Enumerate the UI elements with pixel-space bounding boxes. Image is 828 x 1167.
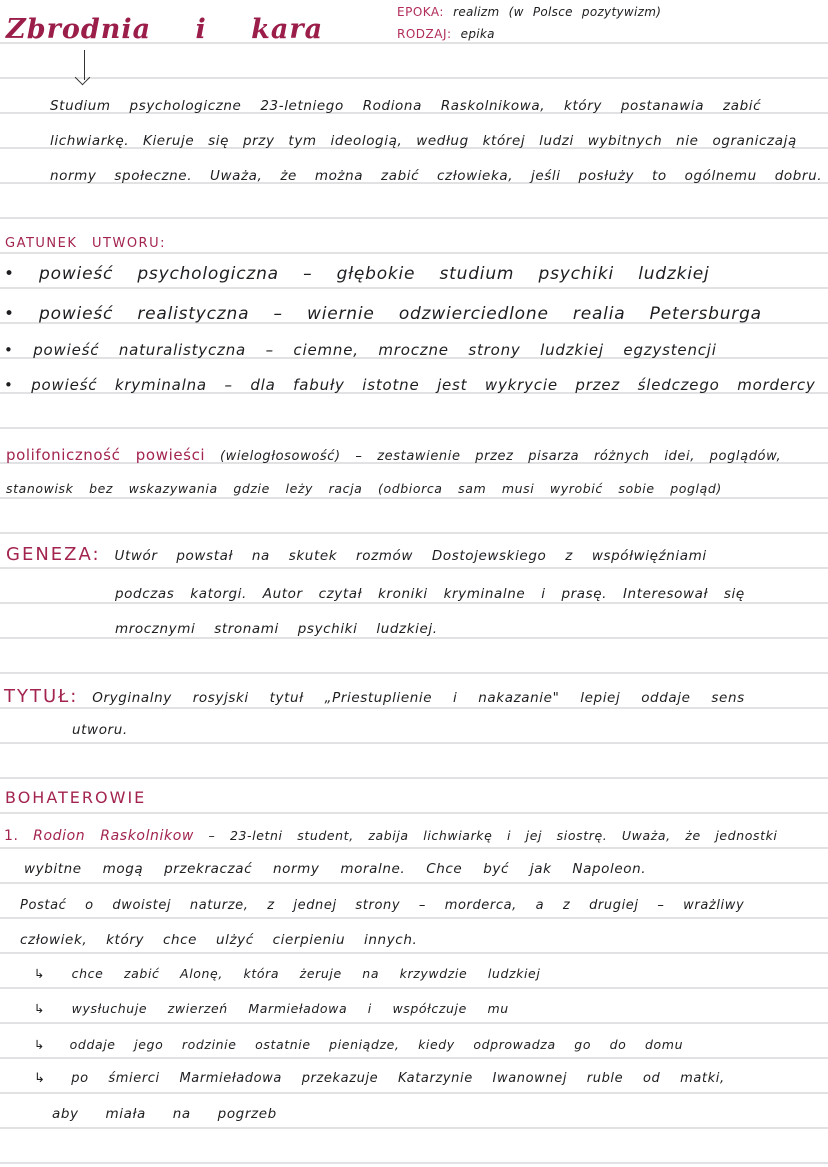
rodzaj-label: RODZAJ: bbox=[397, 27, 452, 41]
arrow-head-icon bbox=[75, 70, 91, 86]
subpoint-text: po śmierci Marmieładowa przekazuje Katarzynie Iwanownej ruble od matki, bbox=[71, 1071, 725, 1086]
character-line-4: człowiek, który chce ulżyć cierpieniu innych. bbox=[20, 932, 418, 948]
intro-line-2: lichwiarkę. Kieruje się przy tym ideologią, według której ludzi wybitnych nie ograniczają bbox=[50, 133, 797, 149]
genre-item bbox=[4, 376, 816, 394]
title-section-heading: TYTUŁ: bbox=[4, 686, 79, 707]
genesis-line-2: podczas katorgi. Autor czytał kroniki kryminalne i prasę. Interesował się bbox=[115, 586, 745, 602]
character-subpoint bbox=[34, 1037, 683, 1052]
epoka-row bbox=[397, 5, 661, 19]
rodzaj-row bbox=[397, 27, 495, 41]
genre-item-text: powieść psychologiczna – głębokie studium psychiki ludzkiej bbox=[39, 264, 710, 284]
character-subpoint bbox=[34, 1001, 509, 1016]
polyphony-line-1 bbox=[6, 446, 781, 464]
polyphony-line-2: stanowisk bez wskazywania gdzie leży racja (odbiorca sam musi wyrobić sobie pogląd) bbox=[6, 481, 722, 496]
subpoint-text: oddaje jego rodzinie ostatnie pieniądze, kiedy odprowadza go do domu bbox=[69, 1037, 684, 1052]
sub-arrow-icon: ↳ bbox=[34, 1001, 46, 1016]
character-subpoint bbox=[34, 966, 540, 981]
character-line-2: wybitne mogą przekraczać normy moralne. Chce być jak Napoleon. bbox=[24, 861, 647, 877]
genre-item bbox=[4, 264, 710, 284]
genre-item-text: powieść kryminalna – dla fabuły istotne jest wykrycie przez śledczego mordercy bbox=[31, 376, 816, 394]
sub-arrow-icon: ↳ bbox=[34, 1071, 46, 1086]
intro-line-3: normy społeczne. Uważa, że można zabić człowieka, jeśli posłuży to ogólnemu dobru. bbox=[50, 168, 823, 184]
rodzaj-value: epika bbox=[460, 27, 495, 41]
sub-arrow-icon: ↳ bbox=[34, 1037, 46, 1052]
note-title: Zbrodnia i kara bbox=[6, 14, 324, 45]
character-subpoint-continuation: aby miała na pogrzeb bbox=[52, 1106, 277, 1122]
character-name: Rodion Raskolnikow bbox=[33, 828, 194, 844]
genesis-heading: GENEZA: bbox=[6, 544, 101, 565]
intro-line-1: Studium psychologiczne 23-letniego Rodiona Raskolnikowa, który postanawia zabić bbox=[50, 98, 762, 114]
bullet-icon: • bbox=[4, 264, 15, 284]
epoka-value: realizm (w Polsce pozytywizm) bbox=[453, 5, 662, 19]
characters-heading: BOHATEROWIE bbox=[5, 788, 147, 807]
genre-item bbox=[4, 304, 762, 324]
character-number: 1. bbox=[4, 828, 19, 844]
genesis-line-1 bbox=[6, 544, 707, 565]
sub-arrow-icon: ↳ bbox=[34, 966, 46, 981]
genre-item-text: powieść realistyczna – wiernie odzwierciedlone realia Petersburga bbox=[39, 304, 762, 324]
character-desc: – 23-letni student, zabija lichwiarkę i jej siostrę. Uważa, że jednostki bbox=[208, 828, 778, 843]
genre-heading: GATUNEK UTWORU: bbox=[5, 236, 166, 251]
bullet-icon: • bbox=[4, 304, 15, 324]
character-subpoint bbox=[34, 1071, 725, 1086]
character-line-3: Postać o dwoistej naturze, z jednej strony – morderca, a z drugiej – wrażliwy bbox=[20, 898, 745, 913]
bullet-icon: • bbox=[4, 376, 14, 394]
genesis-text: Utwór powstał na skutek rozmów Dostojewskiego z współwięźniami bbox=[114, 548, 707, 564]
polyphony-definition: (wielogłosowość) – zestawienie przez pisarza różnych idei, poglądów, bbox=[219, 449, 782, 464]
subpoint-text: wysłuchuje zwierzeń Marmieładowa i współczuje mu bbox=[71, 1001, 509, 1016]
title-section-line-2: utworu. bbox=[72, 722, 128, 738]
epoka-label: EPOKA: bbox=[397, 5, 444, 19]
genre-item bbox=[4, 341, 717, 359]
bullet-icon: • bbox=[4, 341, 14, 359]
genesis-line-3: mrocznymi stronami psychiki ludzkiej. bbox=[115, 621, 438, 637]
title-section-text: Oryginalny rosyjski tytuł „Priestuplienie i nakazanie" lepiej oddaje sens bbox=[92, 690, 745, 706]
genre-item-text: powieść naturalistyczna – ciemne, mroczne strony ludzkiej egzystencji bbox=[33, 341, 717, 359]
polyphony-term: polifoniczność powieści bbox=[6, 446, 206, 464]
title-section-line-1 bbox=[4, 686, 745, 707]
subpoint-text: chce zabić Alonę, która żeruje na krzywdzie ludzkiej bbox=[71, 966, 541, 981]
character-line-1 bbox=[4, 828, 778, 844]
